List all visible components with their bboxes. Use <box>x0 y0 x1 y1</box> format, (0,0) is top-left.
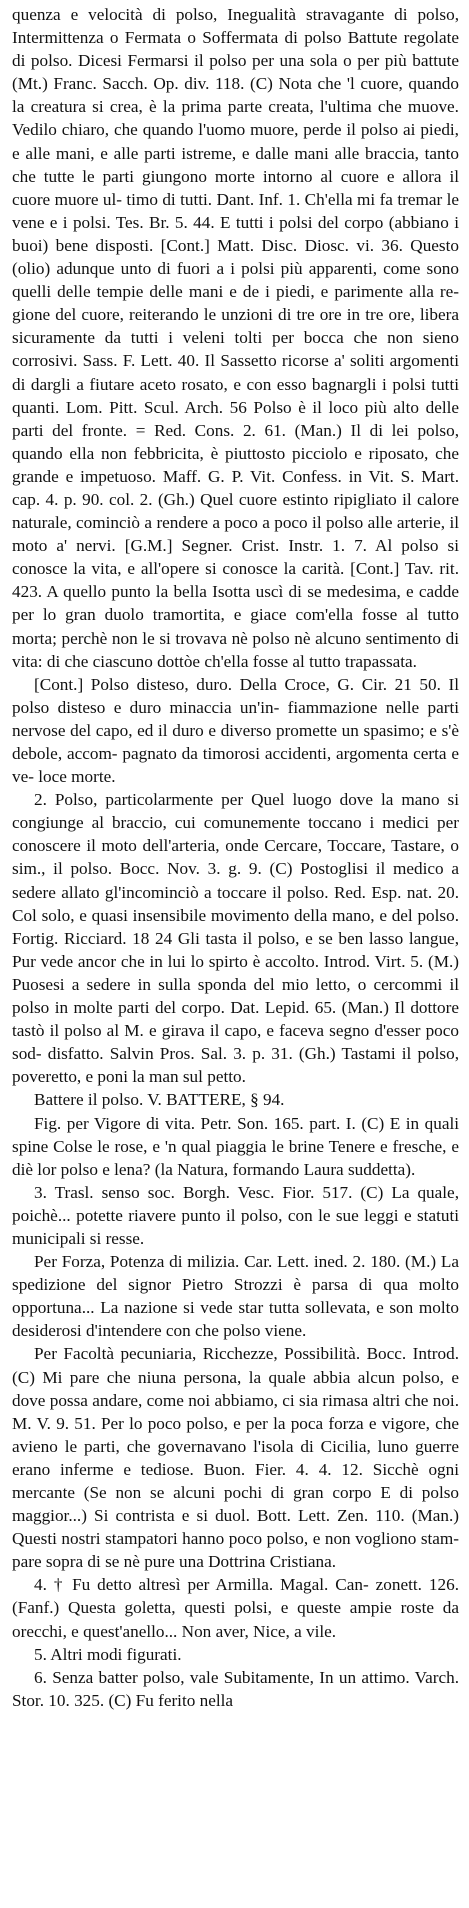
text-line: ai piedi, e alle mani, e alle parti istreme, e dalle <box>12 120 459 163</box>
text-line: Battute regolate di polso. Dicesi Fermarsi il polso <box>12 28 459 71</box>
text-line: si crea, è la prima parte creata, l'ultima che muove. <box>92 97 459 117</box>
text-line: tempie delle mani e de i piedi, e parimente alla re- <box>96 282 459 302</box>
text-line: 4. † Fu detto altresì per Armilla. Magal. Can- <box>34 1575 376 1595</box>
text-line: morte intorno al cuore e allora il cuore muore ul- <box>12 166 459 209</box>
text-line: corpo (abbiano i buoi) bene disposti. [Cont.] Matt. <box>12 212 459 255</box>
text-line: letto, o cercommi il polso in molte parti del corpo. <box>12 974 459 1018</box>
text-line: delle parti del fronte. = Red. Cons. 2. 61. (Man.) <box>12 397 459 440</box>
text-line: 2. Polso, particolarmente per Quel luogo dove la <box>34 790 402 810</box>
text-line: Strozzi è parsa di qua molto opportuna... La nazione <box>12 1275 459 1318</box>
text-line: Per Forza, Potenza di milizia. Car. Lett. <box>34 1252 314 1272</box>
paragraph-battere-il-polso <box>12 1088 459 1111</box>
text-line: e girava il capo, e faceva segno d'esser poco sod- <box>12 1021 459 1064</box>
text-line: mani alle braccia, tanto che tutte le parti giungono <box>12 143 459 186</box>
text-line: Dat. Lepid. 65. (Man.) Il dottore tastò il polso al M. <box>12 998 459 1041</box>
text-line: aver, Nice, a vile. <box>215 1621 337 1641</box>
text-line: La quale, poichè... potette riavere punto il polso, <box>12 1182 459 1225</box>
text-line: punto la bella Isotta uscì di se medesima, e cadde <box>111 582 459 602</box>
text-line: timo di tutti. Dant. Inf. 1. Ch'ella mi fa tremar le <box>126 189 460 209</box>
text-line: Gli tasta il polso, e se ben lasso langue, Pur vede <box>12 928 459 971</box>
text-line: Disc. Diosc. vi. 36. Questo (olio) adunque unto di <box>12 235 459 279</box>
text-line: attimo. Varch. Stor. 10. 325. (C) Fu ferito nella <box>12 1667 459 1710</box>
text-line: e diverso promette un spasimo; e s'è debole, accom- <box>12 720 459 763</box>
paragraph-facolta-pecuniaria <box>12 1342 459 1573</box>
text-line: Per Facoltà pecuniaria, Ricchezze, Possibilità. <box>34 1344 367 1364</box>
text-line: 5. (M.) Puosesi a sedere in sulla sponda del mio <box>12 951 459 994</box>
text-line: pare sopra di se nè pure una Dottrina Cristiana. <box>12 1552 337 1572</box>
text-line: al tutto morta; perchè non le si trovava nè polso <box>12 605 459 648</box>
text-line: queste ampie roste da orecchi, e quest'anello... Non <box>12 1598 459 1641</box>
text-line: che avieno le parti, che governavano l'isola di Cicilia, <box>12 1413 459 1456</box>
text-line: gione del cuore, reiterando le unzioni di tre ore in <box>12 305 366 325</box>
text-line: ch'ella fosse al tutto trapassata. <box>204 651 417 671</box>
paragraph-forza-milizia <box>12 1250 459 1342</box>
text-line: Sassetto ricorse a' soliti argomenti di dargli a fiutare <box>12 351 459 394</box>
paragraph-sense-6 <box>12 1666 459 1712</box>
text-line: alle arterie, il moto a' nervi. [G.M.] Segner. Crist. <box>12 513 459 556</box>
text-line: Lom. Pitt. Scul. Arch. 56 Polso è il loco più alto <box>65 397 426 417</box>
text-line: nat. 20. Col solo, e quasi insensibile movimento <box>12 882 460 925</box>
text-line: d'intendere con che polso viene. <box>86 1321 307 1341</box>
paragraph-fig-vigore <box>12 1112 459 1181</box>
text-line: zonett. 126. (Fanf.) Questa goletta, questi polsi, e <box>12 1575 460 1618</box>
text-line: per lo gran duolo tramortita, e giace com'ella fosse <box>12 605 407 625</box>
text-line: aceto rosato, e con esso bagnargli i polsi tutti quanti. <box>12 374 459 417</box>
paragraph-polso-disteso <box>12 673 459 788</box>
text-line: loce morte. <box>38 767 116 787</box>
paragraph-sense-2 <box>12 788 459 1088</box>
text-line: polso, Intermittenza o Fermata o Soffermata di polso <box>12 5 459 48</box>
text-line: vene e i polsi. Tes. Br. 5. 44. E tutti i polsi del <box>12 212 345 232</box>
text-line: fuori a i polsi più apparenti, come sono quelli delle <box>12 259 459 302</box>
text-line: Cir. 21 50. Il polso disteso e duro minaccia un'in- <box>12 674 459 717</box>
text-line: della mano, e del polso. Fortig. Ricciard. 18 24 <box>12 905 459 948</box>
text-line: ancor che in lui lo spirto è accolto. Introd. Virt. <box>77 951 411 971</box>
paragraph-polso-senses <box>12 3 459 673</box>
text-line: Bocc. Introd. (C) Mi pare che niuna persona, la <box>12 1344 459 1387</box>
text-line: tre ore, libera sicuramente da tutti i veleni tolti per <box>12 305 459 348</box>
text-line: Bocc. Nov. 3. g. 9. (C) Postoglisi il medico a sedere <box>12 859 459 902</box>
text-line: 4. 12. Sicchè ogni mercante (Se non se alcuni pochi <box>12 1459 460 1502</box>
text-line: noi abbiamo, ci sia rimasa altri che noi. M. V. 9. <box>12 1390 459 1433</box>
text-line: 5. Altri modi figurati. <box>34 1644 182 1664</box>
text-line: pagnato da timorosi accidenti, argomenta certa e ve- <box>12 744 459 787</box>
text-line: ined. 2. 180. (M.) La spedizione del signor Pietro <box>12 1252 460 1295</box>
paragraph-sense-5 <box>12 1643 459 1666</box>
text-line: div. 118. (C) Nota che 'l cuore, quando la creatura <box>12 74 459 117</box>
text-line: si vede star tutta sollevata, e son molto desiderosi <box>12 1298 459 1341</box>
text-line: G. P. Vit. Confess. in Vit. S. Mart. cap. 4. p. 90. <box>12 466 459 509</box>
text-line: le brine Tenere e fresche, e diè lor polso e lena? <box>12 1136 459 1179</box>
text-line: toccano i medici per conoscere il moto dell'arteria, <box>12 813 459 856</box>
text-line: mano si congiunge al braccio, cui comunemente <box>12 790 459 833</box>
text-line: con le sue leggi e statuti municipali si resse. <box>12 1205 459 1248</box>
text-line: picciolo e riposato, che grande e impetuoso. Maff. <box>12 443 459 486</box>
text-line: nè alcuno sentimento di vita: di che ciascuno dottòe <box>12 628 459 671</box>
text-line: bocca che non sieno corrosivi. Sass. F. Lett. 40. Il <box>12 328 459 371</box>
text-line: [Cont.] Polso disteso, duro. Della Croce, G. <box>34 674 362 694</box>
text-line: disfatto. Salvin Pros. Sal. 3. p. 31. (Gh.) Tastami <box>47 1044 402 1064</box>
text-line: Battere il polso. V. BATTERE, § 94. <box>34 1090 285 1110</box>
text-line: 6. Senza batter polso, vale Subitamente, In un <box>34 1667 362 1687</box>
text-line: Instr. 1. 7. Al polso si conosce la vita, e all'opere <box>12 536 459 579</box>
text-line: luno guerre erano inferme e tediose. Buon. Fier. 4. <box>12 1436 460 1479</box>
text-line: di gran corpo E di polso maggior...) Si contrista e <box>12 1483 460 1526</box>
text-line: 51. Per lo poco polso, e per la poca forza e vigore, <box>74 1413 436 1433</box>
text-line: fiammazione nelle parti nervose del capo, ed il duro <box>12 697 459 740</box>
text-line: per una sola o per più battute (Mt.) Franc. Sacch. Op. <box>12 51 459 94</box>
text-line: allato gl'incominciò a toccare il polso. Red. Esp. <box>61 882 407 902</box>
text-line: (la Natura, formando Laura suddetta). <box>154 1159 416 1179</box>
paragraph-sense-4 <box>12 1573 459 1642</box>
text-line: Fig. per Vigore di vita. Petr. Son. 165. part. <box>34 1113 346 1133</box>
text-line: I. (C) E in quali spine Colse le rose, e 'n qual piaggia <box>12 1113 459 1156</box>
paragraph-sense-3 <box>12 1181 459 1250</box>
text-line: stampatori hanno poco polso, e non vogliono stam- <box>105 1529 460 1549</box>
text-line: Vedilo chiaro, che quando l'uomo muore, perde il polso <box>12 120 403 140</box>
text-line: onde Cercare, Toccare, Tastare, o sim., il polso. <box>12 836 459 879</box>
text-line: quenza e velocità di polso, Inegualità stravagante di <box>12 5 418 24</box>
text-line: quale abbia alcun polso, e dove possa andare, come <box>12 1367 459 1410</box>
text-line: si duol. Bott. Lett. Zen. 110. (Man.) Questi nostri <box>12 1506 460 1549</box>
text-line: naturale, cominciò a rendere a poco a poco il polso <box>12 513 368 533</box>
text-line: col. 2. (Gh.) Quel cuore estinto ripigliato il calore <box>108 489 459 509</box>
text-line: si conosce la carità. [Cont.] Tav. rit. 423. A quello <box>12 559 459 602</box>
text-line: il polso, poveretto, e poni la man sul petto. <box>12 1044 459 1087</box>
text-line: 3. Trasl. senso soc. Borgh. Vesc. Fior. 517. (C) <box>34 1182 392 1202</box>
text-line: Il di lei polso, quando ella non febbricita, è piuttosto <box>12 420 459 463</box>
